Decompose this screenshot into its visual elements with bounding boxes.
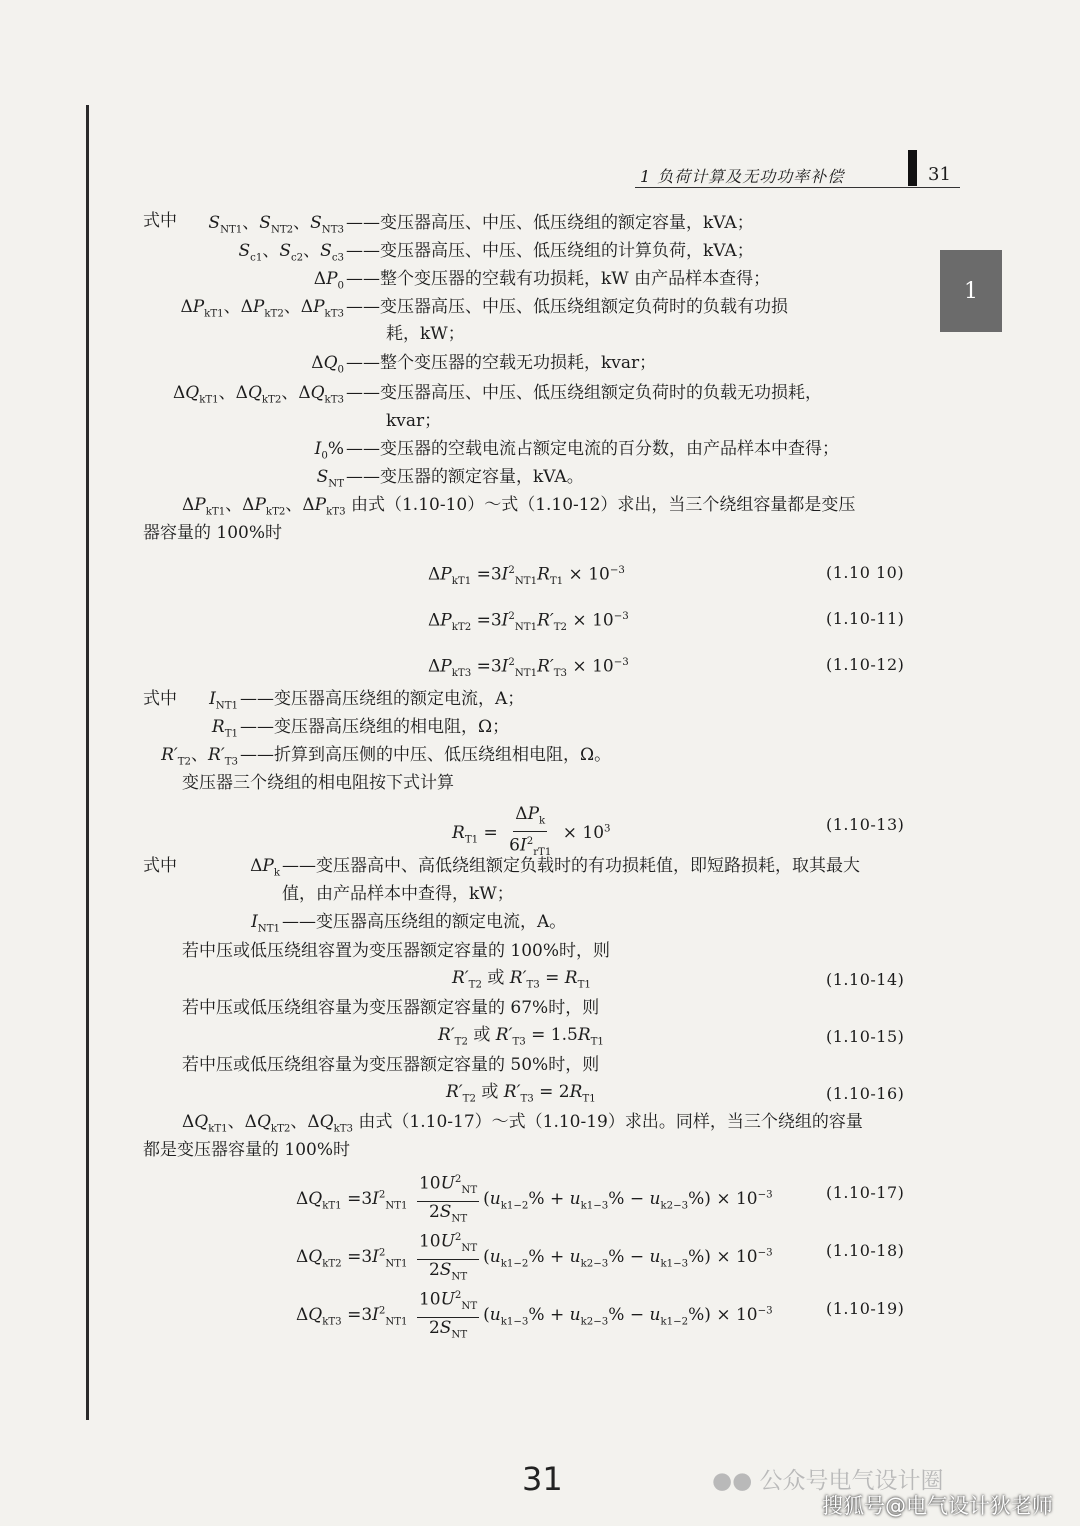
defs2-symbol-1: $I_{NT1}$ xyxy=(209,689,238,712)
equation-1-10-11: $\Delta P_{kT2} =3I^2_{NT1}R'_{T2} \times 10^{-3}$ xyxy=(428,610,629,634)
defs1-text-5: ——整个变压器的空载无功损耗，kvar； xyxy=(346,353,657,373)
header-rule xyxy=(635,187,960,188)
watermark-text: 公众号电气设计圈 xyxy=(759,1468,944,1494)
defs1-text-1: ——变压器高压、中压、低压绕组的额定容量，kVA； xyxy=(346,213,754,233)
equation-number: (1.10-16) xyxy=(826,1084,905,1103)
left-margin-rule xyxy=(86,105,89,1420)
defs1-symbol-4: $\Delta P_{kT1}$、$\Delta P_{kT2}$、$\Delta P_{kT3}$ xyxy=(180,297,344,320)
defs1-text-3: ——整个变压器的空载有功损耗，kW 由产品样本查得； xyxy=(346,269,771,289)
para1-line1: $\Delta P_{kT1}$、$\Delta P_{kT2}$、$\Delta P_{kT3}$ 由式（1.10-10）～式（1.10-12）求出，当三个绕组容量都是变压 xyxy=(182,495,856,518)
para1-text: 由式（1.10-10）～式（1.10-12）求出，当三个绕组容量都是变压 xyxy=(350,495,856,515)
defs2-symbol-3: $R'_{T2}$、$R'_{T3}$ xyxy=(161,745,238,768)
defs3-text-2: ——变压器高压绕组的额定电流，A。 xyxy=(282,912,567,932)
defs2-text-1: ——变压器高压绕组的额定电流，A； xyxy=(240,689,525,709)
defs1-symbol-8: $S_{NT}$ xyxy=(316,467,344,490)
defs1-text-4-cont: 耗，kW； xyxy=(386,324,465,344)
para2: 变压器三个绕组的相电阻按下式计算 xyxy=(182,773,454,793)
source-credit: 搜狐号@电气设计狄老师 xyxy=(822,1494,1053,1518)
case-text-3: 若中压或低压绕组容量为变压器额定容量的 50%时，则 xyxy=(182,1055,600,1075)
defs1-symbol-7: $I_0\%$ xyxy=(314,439,344,462)
header-bar xyxy=(908,150,917,186)
equation-1-10-12: $\Delta P_{kT3} =3I^2_{NT1}R'_{T3} \times 10^{-3}$ xyxy=(428,656,629,680)
equation-1-10-17: $\Delta Q_{kT1} =3I^2_{NT1}$ $\frac{10U^2_{NT}}{2S_{NT}}$ $(u_{k1-2}\% + u_{k1-3}\% - u_{k2-3}\%) \times 10^{-3}$ xyxy=(296,1170,773,1229)
defs3-symbol-2: $I_{NT1}$ xyxy=(251,912,280,935)
defs2-text-2: ——变压器高压绕组的相电阻，Ω； xyxy=(240,717,510,737)
equation-number: (1.10-19) xyxy=(826,1299,905,1318)
equation-1-10-16: $R'_{T2}$ 或 $R'_{T3} = 2R_{T1}$ xyxy=(446,1082,596,1105)
para3-text: 由式（1.10-17）～式（1.10-19）求出。同样，当三个绕组的容量 xyxy=(358,1112,863,1132)
equation-number: (1.10-12) xyxy=(826,655,905,674)
defs1-symbol-3: $\Delta P_0$ xyxy=(313,269,344,292)
equation-number: (1.10-13) xyxy=(826,815,905,834)
defs2-symbol-2: $R_{T1}$ xyxy=(211,717,238,740)
defs1-lead: 式中 xyxy=(143,211,177,231)
equation-number: (1.10-14) xyxy=(826,970,905,989)
defs1-text-7: ——变压器的空载电流占额定电流的百分数，由产品样本中查得； xyxy=(346,439,839,459)
equation-1-10-10: $\Delta P_{kT1} =3I^2_{NT1}R_{T1} \times 10^{-3}$ xyxy=(428,564,625,588)
defs1-symbol-1: $S_{NT1}$、$S_{NT2}$、$S_{NT3}$ xyxy=(208,213,344,236)
para1-line2: 器容量的 100%时 xyxy=(143,523,283,543)
defs3-lead: 式中 xyxy=(143,856,177,876)
equation-1-10-14: $R'_{T2}$ 或 $R'_{T3} = R_{T1}$ xyxy=(452,968,591,991)
equation-1-10-19: $\Delta Q_{kT3} =3I^2_{NT1}$ $\frac{10U^2_{NT}}{2S_{NT}}$ $(u_{k1-3}\% + u_{k2-3}\% - u_{k1-2}\%) \times 10^{-3}$ xyxy=(296,1286,773,1345)
equation-1-10-15: $R'_{T2}$ 或 $R'_{T3} = 1.5R_{T1}$ xyxy=(438,1025,604,1048)
defs2-lead: 式中 xyxy=(143,689,177,709)
defs1-symbol-5: $\Delta Q_0$ xyxy=(311,353,344,376)
equation-number: (1.10-18) xyxy=(826,1241,905,1260)
para3-line2: 都是变压器容量的 100%时 xyxy=(143,1140,351,1160)
case-text-2: 若中压或低压绕组容量为变压器额定容量的 67%时，则 xyxy=(182,998,600,1018)
defs1-symbol-2: $S_{c1}$、$S_{c2}$、$S_{c3}$ xyxy=(238,241,344,264)
defs1-symbol-6: $\Delta Q_{kT1}$、$\Delta Q_{kT2}$、$\Delta Q_{kT3}$ xyxy=(172,383,344,406)
para3-line1: $\Delta Q_{kT1}$、$\Delta Q_{kT2}$、$\Delta Q_{kT3}$ 由式（1.10-17）～式（1.10-19）求出。同样，当三个绕组的容量 xyxy=(182,1112,863,1135)
footer-page-number: 31 xyxy=(522,1460,563,1498)
equation-1-10-18: $\Delta Q_{kT2} =3I^2_{NT1}$ $\frac{10U^2_{NT}}{2S_{NT}}$ $(u_{k1-2}\% + u_{k2-3}\% - u_{k1-3}\%) \times 10^{-3}$ xyxy=(296,1228,773,1287)
equation-number: (1.10-11) xyxy=(826,609,905,628)
defs3-text-1-cont: 值，由产品样本中查得，kW； xyxy=(282,884,514,904)
defs1-text-6-cont: kvar； xyxy=(386,411,442,431)
equation-1-10-13: $R_{T1}$ = $\frac{\Delta P_k}{6I^2_{rT1}}$ × $10^3$ xyxy=(452,804,611,859)
chapter-header: 1 负荷计算及无功功率补偿 xyxy=(640,167,845,186)
equation-number: (1.10-17) xyxy=(826,1183,905,1202)
defs1-text-2: ——变压器高压、中压、低压绕组的计算负荷，kVA； xyxy=(346,241,754,261)
header-page-number: 31 xyxy=(928,164,951,185)
defs1-text-6: ——变压器高压、中压、低压绕组额定负荷时的负载无功损耗， xyxy=(346,383,822,403)
wechat-icon: ●● xyxy=(712,1468,753,1494)
defs1-text-4: ——变压器高压、中压、低压绕组额定负荷时的负载有功损 xyxy=(346,297,788,317)
case-text-1: 若中压或低压绕组容置为变压器额定容量的 100%时，则 xyxy=(182,941,611,961)
chapter-side-tab: 1 xyxy=(940,250,1002,332)
equation-number: (1.10 10) xyxy=(826,563,905,582)
defs2-text-3: ——折算到高压侧的中压、低压绕组相电阻，Ω。 xyxy=(240,745,612,765)
defs3-symbol-1: $\Delta P_k$ xyxy=(250,856,280,879)
defs3-text-1: ——变压器高中、高低绕组额定负载时的有功损耗值，即短路损耗，取其最大 xyxy=(282,856,860,876)
equation-number: (1.10-15) xyxy=(826,1027,905,1046)
defs1-text-8: ——变压器的额定容量，kVA。 xyxy=(346,467,584,487)
